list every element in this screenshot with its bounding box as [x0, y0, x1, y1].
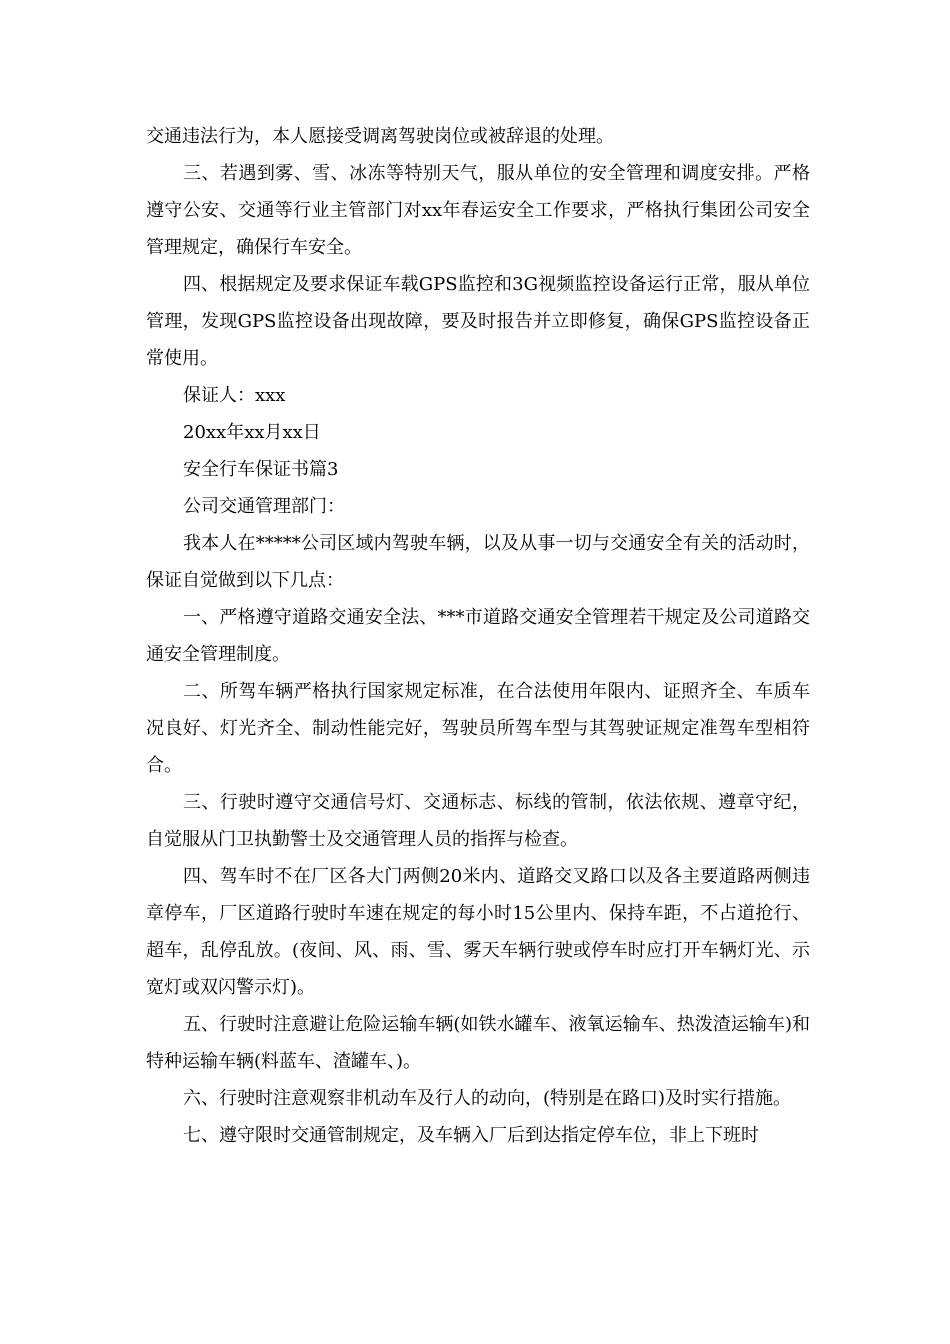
date-line: 20xx年xx月xx日: [183, 422, 321, 443]
paragraph-item-7: 七、遵守限时交通管制规定，及车辆入厂后到达指定停车位，非上下班时: [183, 1125, 759, 1146]
guarantor-line: 保证人：xxx: [183, 385, 286, 406]
paragraph-item-6: 六、行驶时注意观察非机动车及行人的动向，(特别是在路口)及时实行措施。: [183, 1088, 792, 1109]
paragraph-intro: 我本人在*****公司区域内驾驶车辆，以及从事一切与交通安全有关的活动时，保证自觉做到以下几点：: [146, 533, 810, 591]
paragraph-item-4: 四、驾车时不在厂区各大门两侧20米内、道路交叉路口以及各主要道路两侧违章停车，厂区道路行驶时车速在规定的每小时15公里内、保持车距，不占道抢行、超车，乱停乱放。(夜间、风、雨、雪、雾天车辆行驶或停车时应打开车辆灯光、示宽灯或双闪警示灯)。: [146, 866, 810, 998]
paragraph-item-2: 二、所驾车辆严格执行国家规定标准，在合法使用年限内、证照齐全、车质车况良好、灯光齐全、制动性能完好，驾驶员所驾车型与其驾驶证规定准驾车型相符合。: [146, 681, 810, 776]
paragraph-2: 三、若遇到雾、雪、冰冻等特别天气，服从单位的安全管理和调度安排。严格遵守公安、交通等行业主管部门对xx年春运安全工作要求，严格执行集团公司安全管理规定，确保行车安全。: [146, 163, 810, 258]
paragraph-3: 四、根据规定及要求保证车载GPS监控和3G视频监控设备运行正常，服从单位管理，发现GPS监控设备出现故障，要及时报告并立即修复，确保GPS监控设备正常使用。: [146, 274, 810, 369]
paragraph-item-1: 一、严格遵守道路交通安全法、***市道路交通安全管理若干规定及公司道路交通安全管理制度。: [146, 607, 810, 665]
section-title: 安全行车保证书篇3: [183, 459, 339, 480]
document-body: [146, 118, 810, 1154]
paragraph-1: 交通违法行为，本人愿接受调离驾驶岗位或被辞退的处理。: [146, 126, 614, 147]
paragraph-item-5: 五、行驶时注意避让危险运输车辆(如铁水罐车、液氧运输车、热泼渣运输车)和特种运输车辆(料蓝车、渣罐车、)。: [146, 1014, 810, 1072]
addressee-line: 公司交通管理部门：: [183, 496, 345, 517]
paragraph-item-3: 三、行驶时遵守交通信号灯、交通标志、标线的管制，依法依规、遵章守纪，自觉服从门卫执勤警士及交通管理人员的指挥与检查。: [146, 792, 810, 850]
